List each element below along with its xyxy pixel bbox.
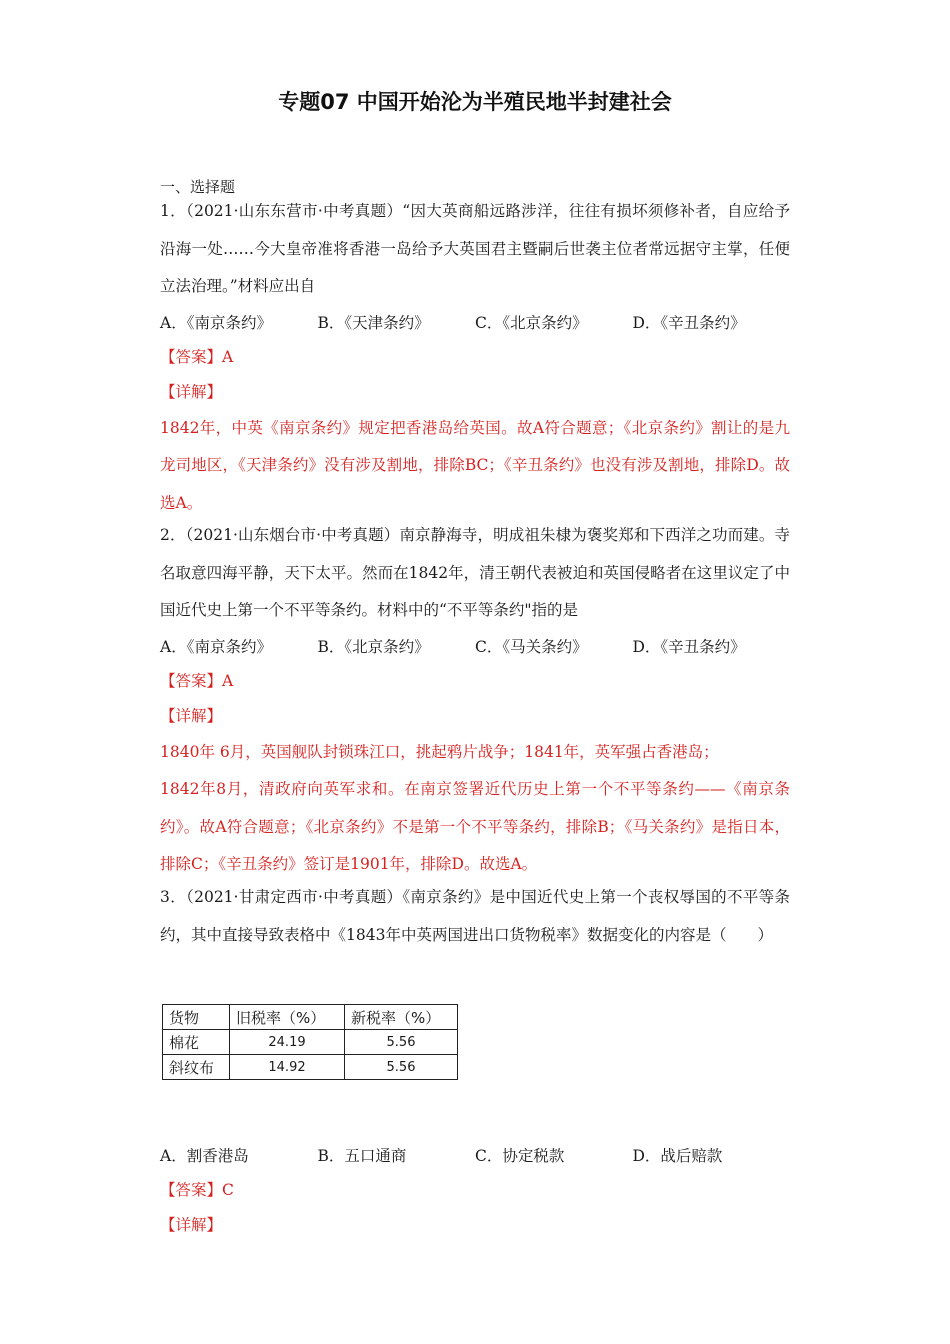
- table-row: [163, 1030, 458, 1055]
- question-3-options: [160, 1139, 790, 1173]
- table-header-cell: 新税率（%）: [345, 1005, 458, 1030]
- option-b: B．《天津条约》: [317, 313, 430, 332]
- question-1-answer: [160, 340, 790, 375]
- answer-value: C: [222, 1181, 234, 1199]
- answer-value: A: [222, 671, 234, 690]
- question-2: [160, 517, 790, 884]
- question-2-answer: [160, 664, 790, 699]
- table-header-cell: 旧税率（%）: [230, 1005, 345, 1030]
- option-c: C．协定税款: [475, 1147, 565, 1165]
- question-1-detail-label: 【详解】: [160, 382, 223, 401]
- tax-rate-table: [162, 1004, 458, 1080]
- question-2-options: [160, 630, 790, 664]
- question-3-detail-label: 【详解】: [160, 1216, 223, 1234]
- table-header-cell: 货物: [163, 1005, 230, 1030]
- question-1-detail: 1842年，中英《南京条约》规定把香港岛给英国。故A符合题意；《北京条约》割让的是九龙司地区，《天津条约》没有涉及割地，排除BC；《辛丑条约》也没有涉及割地，排除D。故选A。: [160, 418, 790, 512]
- option-d: D．《辛丑条约》: [632, 637, 746, 656]
- document-title: 专题07 中国开始沦为半殖民地半封建社会: [278, 90, 672, 114]
- table-cell: 5.56: [345, 1055, 458, 1080]
- option-a: A．《南京条约》: [160, 313, 272, 332]
- option-d: D．战后赔款: [632, 1147, 723, 1165]
- option-b: B．《北京条约》: [317, 637, 430, 656]
- question-2-stem: 2．（2021·山东烟台市·中考真题）南京静海寺，明成祖朱棣为褒奖郑和下西洋之功而建。寺名取意四海平静，天下太平。然而在1842年，清王朝代表被迫和英国侵略者在这里议定了中国近代史上第一个不平等条约。材料中的“不平等条约"指的是: [160, 526, 790, 619]
- option-c: C．《马关条约》: [475, 637, 588, 656]
- question-2-detail-line-1: 1840年 6月，英国舰队封锁珠江口，挑起鸦片战争；1841年，英军强占香港岛；: [160, 742, 719, 761]
- option-b: B．五口通商: [317, 1147, 407, 1165]
- question-2-detail: 1842年8月，清政府向英军求和。在南京签署近代历史上第一个不平等条约——《南京条约》。故A符合题意；《北京条约》不是第一个不平等条约，排除B；《马关条约》是指日本，排除C；《辛丑条约》签订是1901年，排除D。故选A。: [160, 780, 790, 873]
- table-row: [163, 1055, 458, 1080]
- question-1-stem: 1．（2021·山东东营市·中考真题）“因大英商船远路涉洋，往往有损坏须修补者，自应给予沿海一处……今大皇帝准将香港一岛给予大英国君主暨嗣后世袭主位者常远据守主掌，任便立法治理。”材料应出自: [160, 202, 790, 295]
- table-cell: 5.56: [345, 1030, 458, 1055]
- question-1-options: [160, 306, 790, 340]
- option-d: D．《辛丑条约》: [632, 313, 746, 332]
- table-cell: 24.19: [230, 1030, 345, 1055]
- answer-label: 【答案】: [160, 347, 223, 366]
- option-a: A．割香港岛: [160, 1147, 249, 1165]
- option-a: A．《南京条约》: [160, 637, 272, 656]
- question-1: [160, 193, 790, 522]
- answer-label: 【答案】: [160, 671, 223, 690]
- question-3: [160, 879, 790, 954]
- option-c: C．《北京条约》: [475, 313, 588, 332]
- question-3-stem: 3．（2021·甘肃定西市·中考真题）《南京条约》是中国近代史上第一个丧权辱国的不平等条约，其中直接导致表格中《1843年中英两国进出口货物税率》数据变化的内容是（ ）: [160, 888, 790, 944]
- table-cell: 斜纹布: [163, 1055, 230, 1080]
- section-heading: 一、选择题: [160, 178, 236, 196]
- question-2-detail-label: 【详解】: [160, 706, 223, 725]
- table-cell: 14.92: [230, 1055, 345, 1080]
- answer-label: 【答案】: [160, 1181, 223, 1199]
- answer-value: A: [222, 347, 234, 366]
- table-cell: 棉花: [163, 1030, 230, 1055]
- question-3-answer: [160, 1173, 790, 1208]
- question-3-tail: [160, 1139, 790, 1243]
- table-header-row: [163, 1005, 458, 1030]
